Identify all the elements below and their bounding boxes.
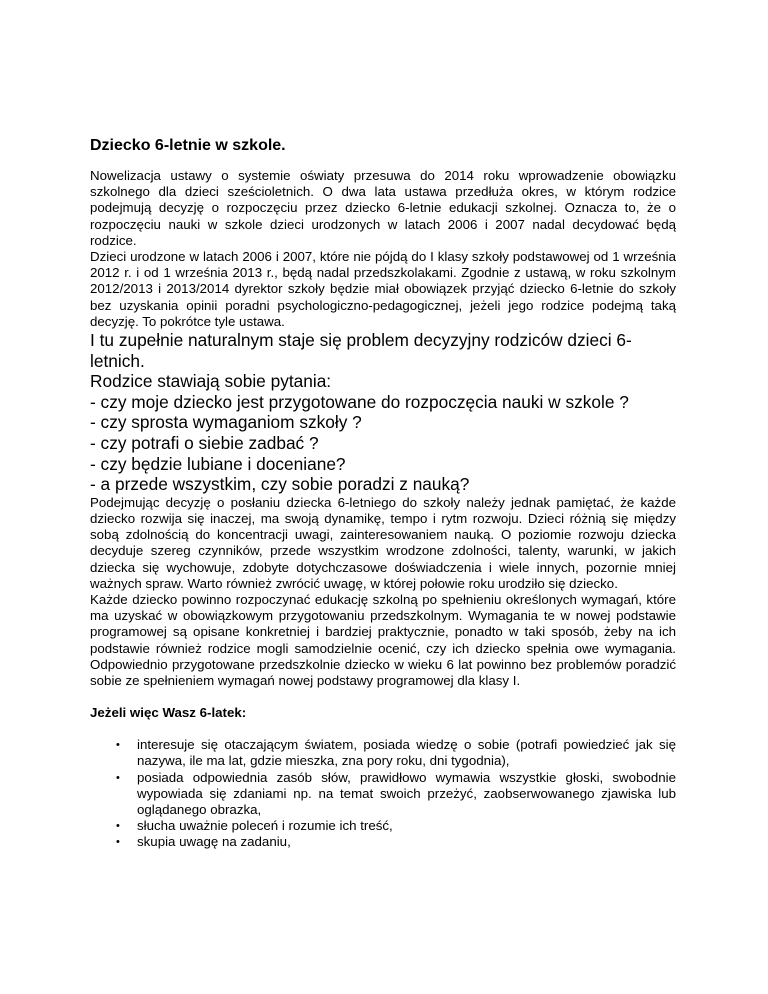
list-item <box>116 818 676 834</box>
paragraph-school-requirements: Każde dziecko powinno rozpoczynać edukację szkolną po spełnieniu określonych wymagań, które ma uzyskać w obowiązkowym przygotowaniu przedszkolnym. Wymagania te w nowej podstawie programowej są opisane konkretniej i bardziej praktycznie, ponadto w taki sposób, żeby na ich podstawie również rodzice mogli samodzielnie ocenić, czy ich dziecko spełnia owe wymagania. Odpowiednio przygotowane przedszkolnie dziecko w wieku 6 lat powinno bez problemów poradzić sobie ze spełnieniem wymagań nowej podstawy programowej dla klasy I. <box>90 592 676 689</box>
paragraph-law-amendment: Nowelizacja ustawy o systemie oświaty przesuwa do 2014 roku wprowadzenie obowiązku szkolnego dla dzieci sześcioletnich. O dwa lata ustawa przedłuża okres, w którym rodzice podejmują decyzję o rozpoczęciu przez dziecko 6-letnie edukacji szkolnej. Oznacza to, że o rozpoczęciu nauki w szkole dzieci urodzonych w latach 2006 i 2007 nadal decydować będą rodzice. <box>90 168 676 248</box>
question-line: - czy potrafi o siebie zadbać ? <box>90 433 319 453</box>
question-line: - czy sprosta wymaganiom szkoły ? <box>90 412 362 433</box>
question-line: - a przede wszystkim, czy sobie poradzi z nauką? <box>90 474 470 495</box>
paragraph-child-development: Podejmując decyzję o posłaniu dziecka 6-letniego do szkoły należy jednak pamiętać, że każde dziecko rozwija się inaczej, ma swoją dynamikę, tempo i rytm rozwoju. Dzieci różnią się między sobą zdolnością do koncentracji uwagi, zainteresowaniem nauką. O poziomie rozwoju dziecka decyduje szereg czynników, przede wszystkim wrodzone zdolności, talenty, warunki, w jakich dziecka się wychowuje, zdobyte dotychczasowe doświadczenia i wiele innych, pozornie mniej ważnych spraw. Warto również zwrócić uwagę, w której połowie roku urodziło się dziecko. <box>90 494 676 591</box>
document-page <box>90 136 676 851</box>
readiness-list <box>90 737 676 850</box>
document-title: Dziecko 6-letnie w szkole. <box>90 137 286 154</box>
list-item-text: słucha uważnie poleceń i rozumie ich treść, <box>137 818 393 834</box>
list-item <box>116 834 676 850</box>
list-item-text: interesuje się otaczającym światem, posiada wiedzę o sobie (potrafi powiedzieć jak się nazywa, ile ma lat, gdzie mieszka, zna pory roku, dni tygodnia), <box>137 737 676 769</box>
bullet-icon: • <box>116 739 120 752</box>
bullet-icon: • <box>116 836 120 849</box>
question-line: Rodzice stawiają sobie pytania: <box>90 371 332 392</box>
paragraph-parents-dilemma: I tu zupełnie naturalnym staje się problem decyzyjny rodziców dzieci 6-letnich. <box>90 330 632 371</box>
bullet-icon: • <box>116 771 120 784</box>
list-item-text: skupia uwagę na zadaniu, <box>137 834 291 850</box>
bullet-icon: • <box>116 820 120 833</box>
list-item <box>116 737 676 769</box>
question-line: - czy będzie lubiane i doceniane? <box>90 453 346 474</box>
subheading-if-your-child: Jeżeli więc Wasz 6-latek: <box>90 705 247 721</box>
list-item-text: posiada odpowiednia zasób słów, prawidłowo wymawia wszystkie głoski, swobodnie wypowiada się zdaniami np. na temat swoich przeżyć, zaobserwowanego zjawiska lub oglądanego obrazka, <box>137 769 676 818</box>
paragraph-children-born-2006-2007: Dzieci urodzone w latach 2006 i 2007, które nie pójdą do I klasy szkoły podstawowej od 1 września 2012 r. i od 1 września 2013 r., będą nadal przedszkolakami. Zgodnie z ustawą, w roku szkolnym 2012/2013 i 2013/2014 dyrektor szkoły będzie miał obowiązek przyjąć dziecko 6-letnie do szkoły bez uzyskania opinii poradni psychologiczno-pedagogicznej, jeżeli jego rodzice podejmą taką decyzję. To pokrótce tyle ustawa. <box>90 249 676 329</box>
question-line: - czy moje dziecko jest przygotowane do rozpoczęcia nauki w szkole ? <box>90 391 629 412</box>
list-item <box>116 769 676 819</box>
parents-questions <box>90 371 676 495</box>
